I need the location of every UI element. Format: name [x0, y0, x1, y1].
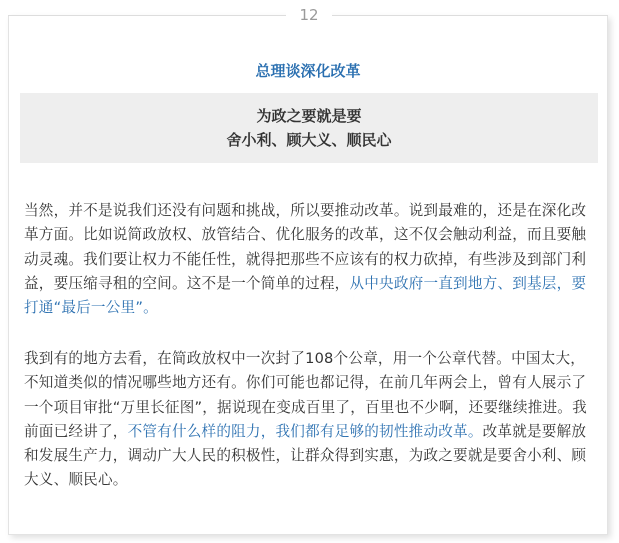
paragraph-2 [24, 347, 592, 493]
pull-quote-line-2: 舍小利、顾大义、顺民心 [226, 131, 392, 149]
paragraph-1-highlight: 从中央政府一直到地方、到基层，要打通“最后一公里”。 [24, 274, 587, 317]
paragraph-2-text-before: 我到有的地方去看，在简政放权中一次封了108个公章，用一个公章代替。中国太大，不知道类似的情况哪些地方还有。你们可能也都记得，在前几年两会上，曾有人展示了一个项目审批“万里长征图”，据说现在变成百里了，百里也不少啊，还要继续推进。我前面已经讲了， [24, 350, 587, 440]
page-number: 12 [286, 4, 332, 26]
pull-quote-line-1: 为政之要就是要 [256, 107, 362, 125]
paragraph-1-text: 当然，并不是说我们还没有问题和挑战，所以要推动改革。说到最难的，还是在深化改革方面。比如说简政放权、放管结合、优化服务的改革，这不仅会触动利益，而且要触动灵魂。我们要让权力不能任性，就得把那些不应该有的权力砍掉，有些涉及到部门利益，要压缩寻租的空间。这不是一个简单的过程， [24, 202, 587, 292]
pull-quote [20, 93, 598, 163]
paragraph-2-text-after: 改革就是要解放和发展生产力，调动广大人民的积极性，让群众得到实惠，为政之要就是要舍小利、顾大义、顺民心。 [24, 422, 587, 489]
article-title: 总理谈深化改革 [255, 62, 361, 80]
paragraph-2-highlight: 不管有什么样的阻力，我们都有足够的韧性推动改革。 [127, 422, 483, 440]
paragraph-1 [24, 199, 592, 320]
